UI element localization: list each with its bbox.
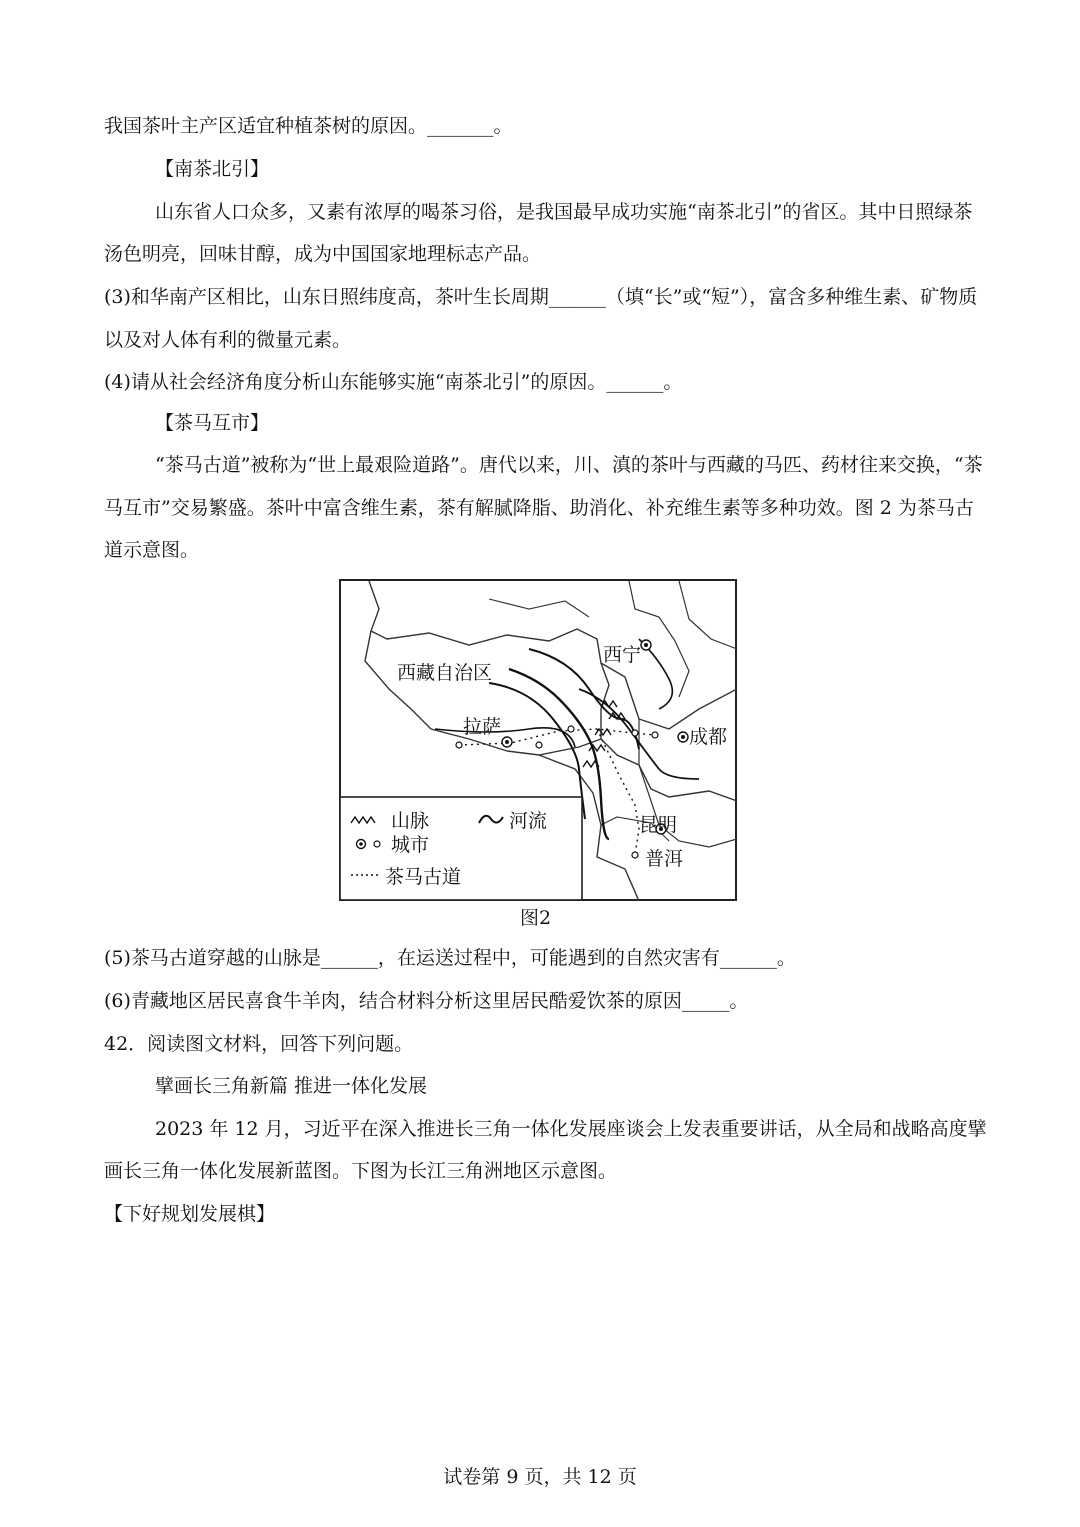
question-42: 42．阅读图文材料，回答下列问题。 — [104, 1033, 414, 1055]
city-lhasa-marker — [502, 737, 512, 747]
page-footer: 试卷第 9 页，共 12 页 — [443, 1466, 637, 1488]
section-heading-planning: 【下好规划发展棋】 — [104, 1203, 276, 1225]
question-3-line-2: 以及对人体有利的微量元素。 — [104, 329, 352, 351]
question-3-line-1: (3)和华南产区相比，山东日照纬度高，茶叶生长周期______（填“长”或“短”），富含多种维生素、矿物质 — [104, 286, 978, 308]
section-heading-tea-horse: 【茶马互市】 — [155, 412, 270, 434]
city-label-lhasa: 拉萨 — [463, 717, 502, 738]
legend-city-label: 城市 — [391, 835, 430, 856]
paragraph-yrd-1: 2023 年 12 月，习近平在深入推进长三角一体化发展座谈会上发表重要讲话，从全局和战略高度擘 — [155, 1118, 987, 1140]
legend-route-label: 茶马古道 — [385, 867, 462, 888]
region-label-tibet: 西藏自治区 — [397, 663, 493, 684]
paragraph-shandong-1: 山东省人口众多，又素有浓厚的喝茶习俗，是我国最早成功实施“南茶北引”的省区。其中日照绿茶 — [155, 201, 973, 223]
paragraph-tea-horse-1: “茶马古道”被称为“世上最艰险道路”。唐代以来，川、滇的茶叶与西藏的马匹、药材往来交换，“茶 — [155, 454, 983, 476]
question-6: (6)青藏地区居民喜食牛羊肉，结合材料分析这里居民酷爱饮茶的原因_____。 — [104, 990, 749, 1012]
paragraph-yrd-2: 画长三角一体化发展新蓝图。下图为长江三角洲地区示意图。 — [104, 1160, 618, 1182]
paragraph-shandong-2: 汤色明亮，回味甘醇，成为中国国家地理标志产品。 — [104, 243, 542, 265]
legend-mountain-label: 山脉 — [391, 811, 430, 832]
paragraph-tea-horse-3: 道示意图。 — [104, 539, 200, 561]
section-heading-south-tea: 【南茶北引】 — [155, 158, 270, 180]
question-4: (4)请从社会经济角度分析山东能够实施“南茶北引”的原因。______。 — [104, 371, 683, 393]
city-label-xining: 西宁 — [603, 645, 642, 666]
city-label-puer: 普洱 — [645, 849, 684, 870]
city-xining-marker — [641, 640, 651, 650]
paragraph-tea-horse-2: 马互市”交易繁盛。茶叶中富含维生素，茶有解腻降脂、助消化、补充维生素等多种功效。图 2 为茶马古 — [104, 497, 974, 519]
map-legend — [340, 797, 582, 900]
paragraph-q2-tail: 我国茶叶主产区适宜种植茶树的原因。_______。 — [104, 115, 513, 137]
legend-river-label: 河流 — [509, 811, 548, 832]
question-5: (5)茶马古道穿越的山脉是______，在运送过程中，可能遇到的自然灾害有______。 — [104, 947, 796, 969]
city-chengdu-marker — [678, 732, 688, 742]
city-label-kunming: 昆明 — [639, 815, 678, 836]
city-label-chengdu: 成都 — [689, 727, 728, 748]
material-title: 擘画长三角新篇 推进一体化发展 — [155, 1075, 428, 1097]
figure-caption: 图2 — [520, 907, 552, 929]
tea-horse-road-map — [339, 579, 737, 901]
